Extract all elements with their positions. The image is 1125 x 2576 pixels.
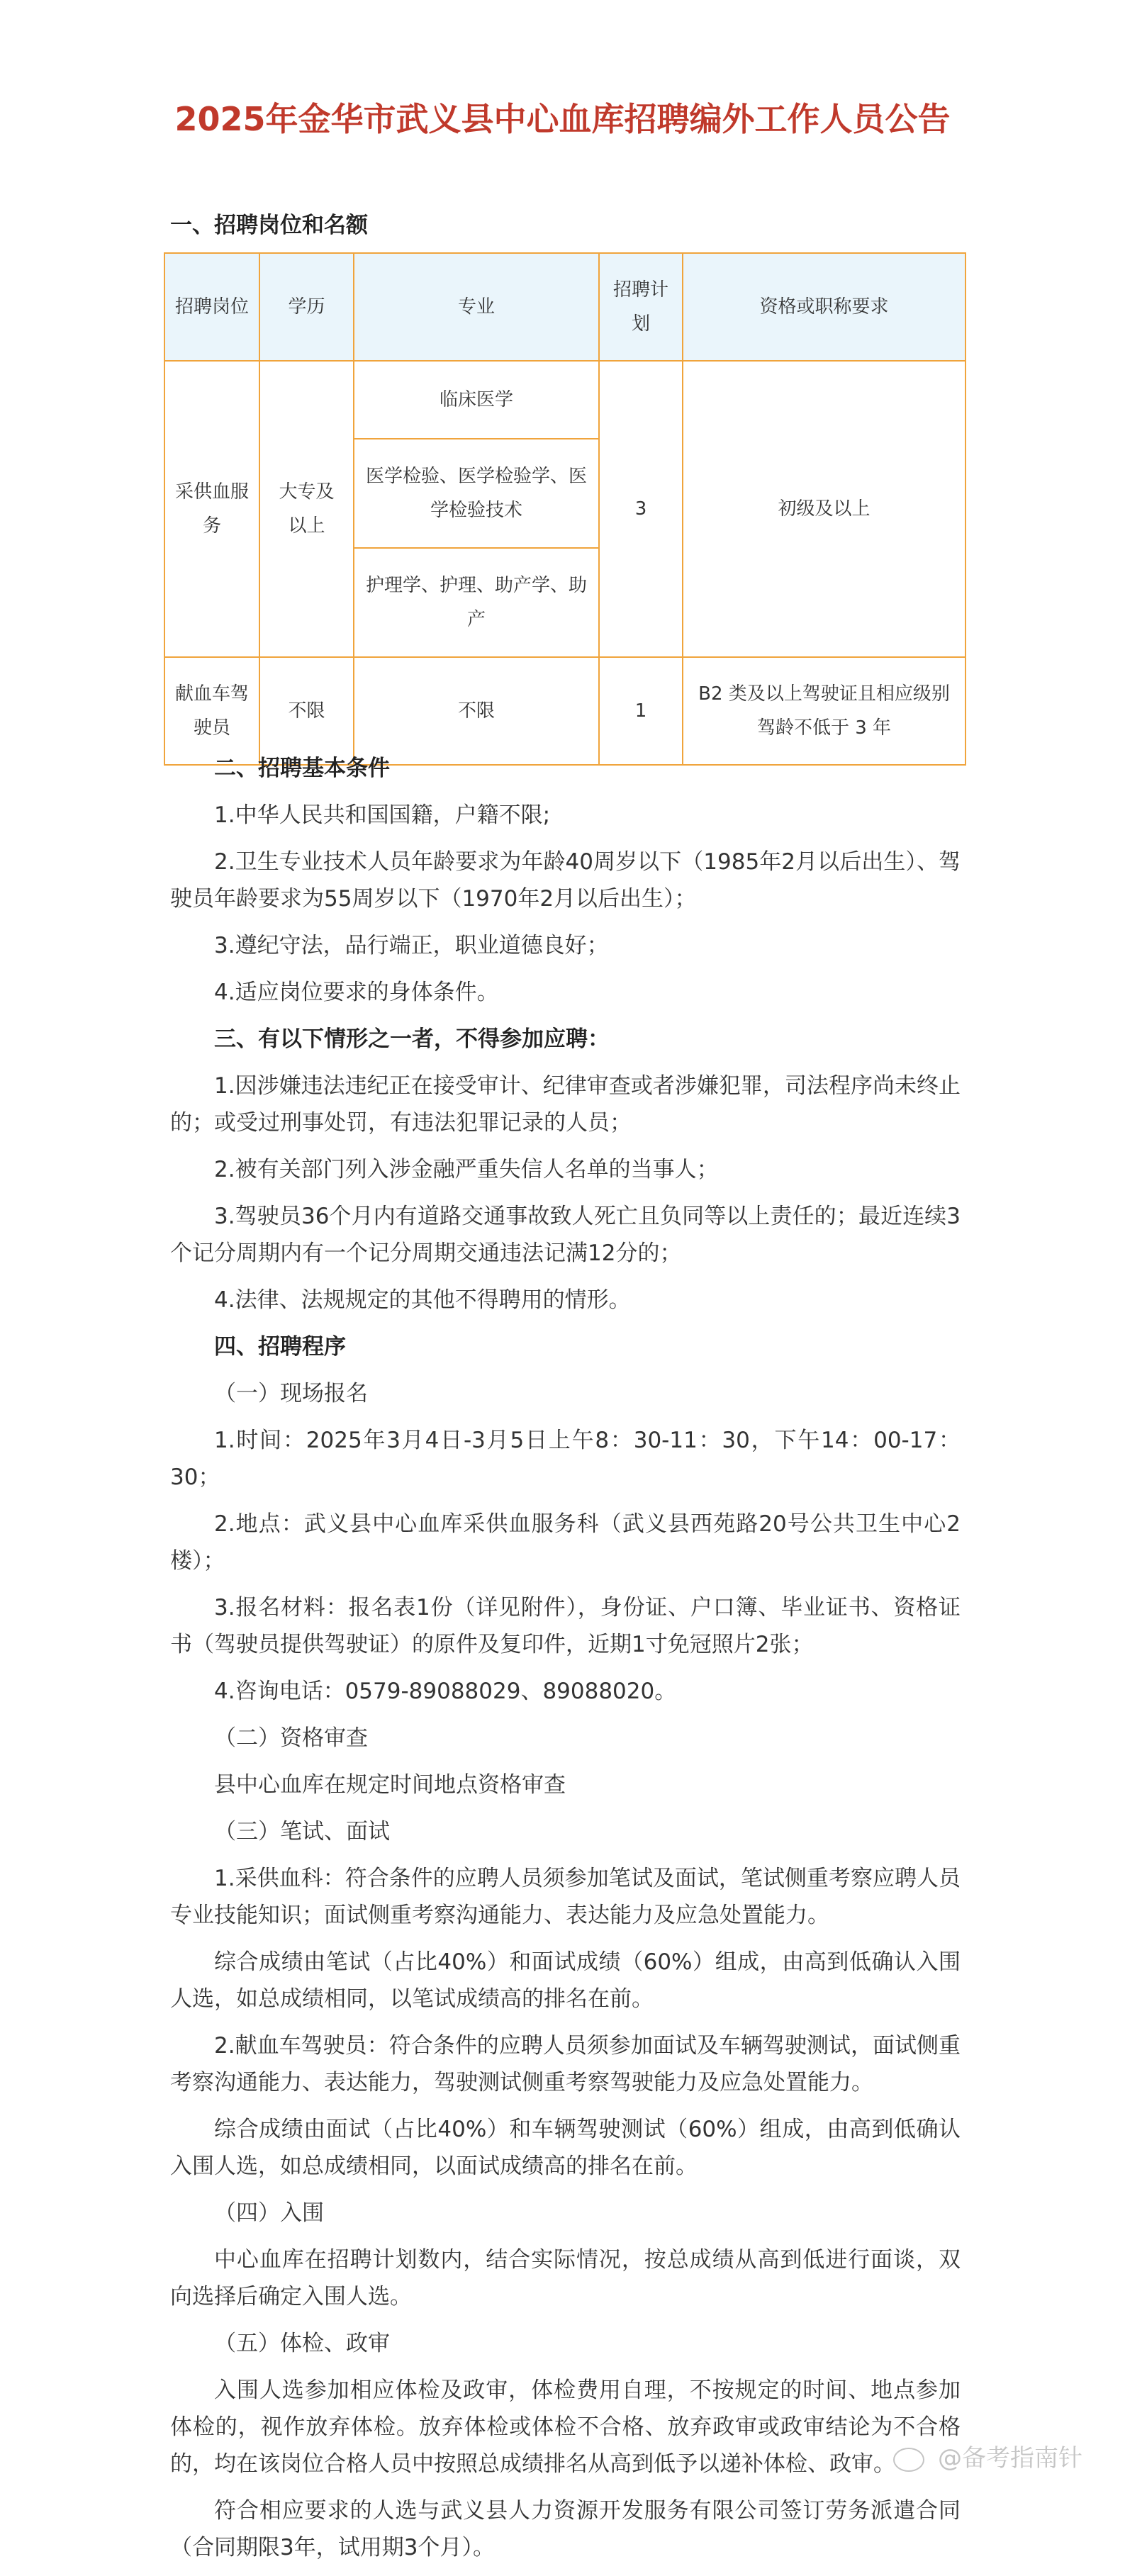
recruitment-table <box>164 252 966 766</box>
section-2-heading: 二、招聘基本条件 <box>214 756 390 781</box>
cell-plan: 1 <box>599 657 683 765</box>
cell-education: 不限 <box>259 657 354 765</box>
watermark-text: @备考指南针 <box>938 2444 1082 2473</box>
paragraph: 4.适应岗位要求的身体条件。 <box>214 980 499 1005</box>
paragraph: 综合成绩由笔试（占比40%）和面试成绩（60%）组成，由高到低确认入围人选，如总成绩相同，以笔试成绩高的排名在前。 <box>170 1949 961 2012</box>
paragraph: 4.法律、法规规定的其他不得聘用的情形。 <box>214 1287 631 1313</box>
header-major: 专业 <box>354 253 599 361</box>
paragraph: 2.卫生专业技术人员年龄要求为年龄40周岁以下（1985年2月以后出生）、驾驶员年龄要求为55周岁以下（1970年2月以后出生）； <box>170 849 961 912</box>
subsection-heading: （四）入围 <box>214 2200 324 2226</box>
header-post: 招聘岗位 <box>164 253 259 361</box>
paragraph: 入围人选参加相应体检及政审，体检费用自理，不按规定的时间、地点参加体检的，视作放弃体检。放弃体检或体检不合格、放弃政审或政审结论为不合格的，均在该岗位合格人员中按照总成绩排名从高到低予以递补体检、政审。 <box>170 2378 961 2477</box>
paragraph: 3.驾驶员36个月内有道路交通事故致人死亡且负同等以上责任的；最近连续3个记分周期内有一个记分周期交通违法记满12分的； <box>170 1204 961 1266</box>
paragraph: 1.中华人民共和国国籍，户籍不限; <box>214 802 551 828</box>
subsection-heading: （五）体检、政审 <box>214 2331 390 2356</box>
cell-major: 护理学、护理、助产学、助产 <box>354 548 599 657</box>
header-requirement: 资格或职称要求 <box>683 253 966 361</box>
paragraph: 1.时间：2025年3月4日-3月5日上午8：30-11：30，下午14：00-17：30； <box>170 1428 961 1490</box>
subsection-heading: （三）笔试、面试 <box>214 1819 390 1844</box>
section-4-heading: 四、招聘程序 <box>214 1334 346 1360</box>
cell-requirement: 初级及以上 <box>683 361 966 657</box>
paragraph: 3.报名材料：报名表1份（详见附件），身份证、户口簿、毕业证书、资格证书（驾驶员提供驾驶证）的原件及复印件，近期1寸免冠照片2张； <box>170 1595 961 1657</box>
paragraph: 2.被有关部门列入涉金融严重失信人名单的当事人； <box>214 1157 719 1182</box>
subsection-heading: （一）现场报名 <box>214 1381 368 1406</box>
paragraph: 2.献血车驾驶员：符合条件的应聘人员须参加面试及车辆驾驶测试，面试侧重考察沟通能力、表达能力，驾驶测试侧重考察驾驶能力及应急处置能力。 <box>170 2033 961 2095</box>
cell-requirement: B2 类及以上驾驶证且相应级别驾龄不低于 3 年 <box>683 657 966 765</box>
subsection-heading: （二）资格审查 <box>214 1725 368 1751</box>
cell-major: 不限 <box>354 657 599 765</box>
paragraph: 综合成绩由面试（占比40%）和车辆驾驶测试（60%）组成，由高到低确认入围人选，如总成绩相同，以面试成绩高的排名在前。 <box>170 2117 961 2179</box>
section-1-heading: 一、招聘岗位和名额 <box>170 213 368 238</box>
cell-plan: 3 <box>599 361 683 657</box>
table-row <box>164 657 966 765</box>
paragraph: 县中心血库在规定时间地点资格审查 <box>214 1772 566 1798</box>
cell-education: 大专及以上 <box>259 361 354 657</box>
header-education: 学历 <box>259 253 354 361</box>
paragraph: 符合相应要求的人选与武义县人力资源开发服务有限公司签订劳务派遣合同（合同期限3年，试用期3个月）。 <box>170 2498 961 2560</box>
table-row <box>164 361 966 439</box>
cell-major: 医学检验、医学检验学、医学检验技术 <box>354 439 599 548</box>
paragraph: 中心血库在招聘计划数内，结合实际情况，按总成绩从高到低进行面谈，双向选择后确定入围人选。 <box>170 2247 961 2309</box>
page-title: 2025年金华市武义县中心血库招聘编外工作人员公告 <box>174 100 951 138</box>
section-3-heading: 三、有以下情形之一者，不得参加应聘： <box>214 1026 610 1052</box>
watermark <box>893 2438 1082 2473</box>
cell-post: 采供血服务 <box>164 361 259 657</box>
cell-major: 临床医学 <box>354 361 599 439</box>
paragraph: 2.地点：武义县中心血库采供血服务科（武义县西苑路20号公共卫生中心2楼）； <box>170 1511 961 1574</box>
table-header-row <box>164 253 966 361</box>
announcement-body <box>170 750 961 2576</box>
paragraph: 1.采供血科：符合条件的应聘人员须参加笔试及面试，笔试侧重考察应聘人员专业技能知识；面试侧重考察沟通能力、表达能力及应急处置能力。 <box>170 1866 961 1928</box>
weibo-icon <box>893 2448 924 2472</box>
paragraph: 3.遵纪守法，品行端正，职业道德良好； <box>214 933 609 958</box>
paragraph: 1.因涉嫌违法违纪正在接受审计、纪律审查或者涉嫌犯罪，司法程序尚未终止的；或受过刑事处罚，有违法犯罪记录的人员； <box>170 1073 961 1136</box>
cell-post: 献血车驾驶员 <box>164 657 259 765</box>
header-plan: 招聘计划 <box>599 253 683 361</box>
paragraph: 4.咨询电话：0579-89088029、89088020。 <box>214 1679 677 1704</box>
